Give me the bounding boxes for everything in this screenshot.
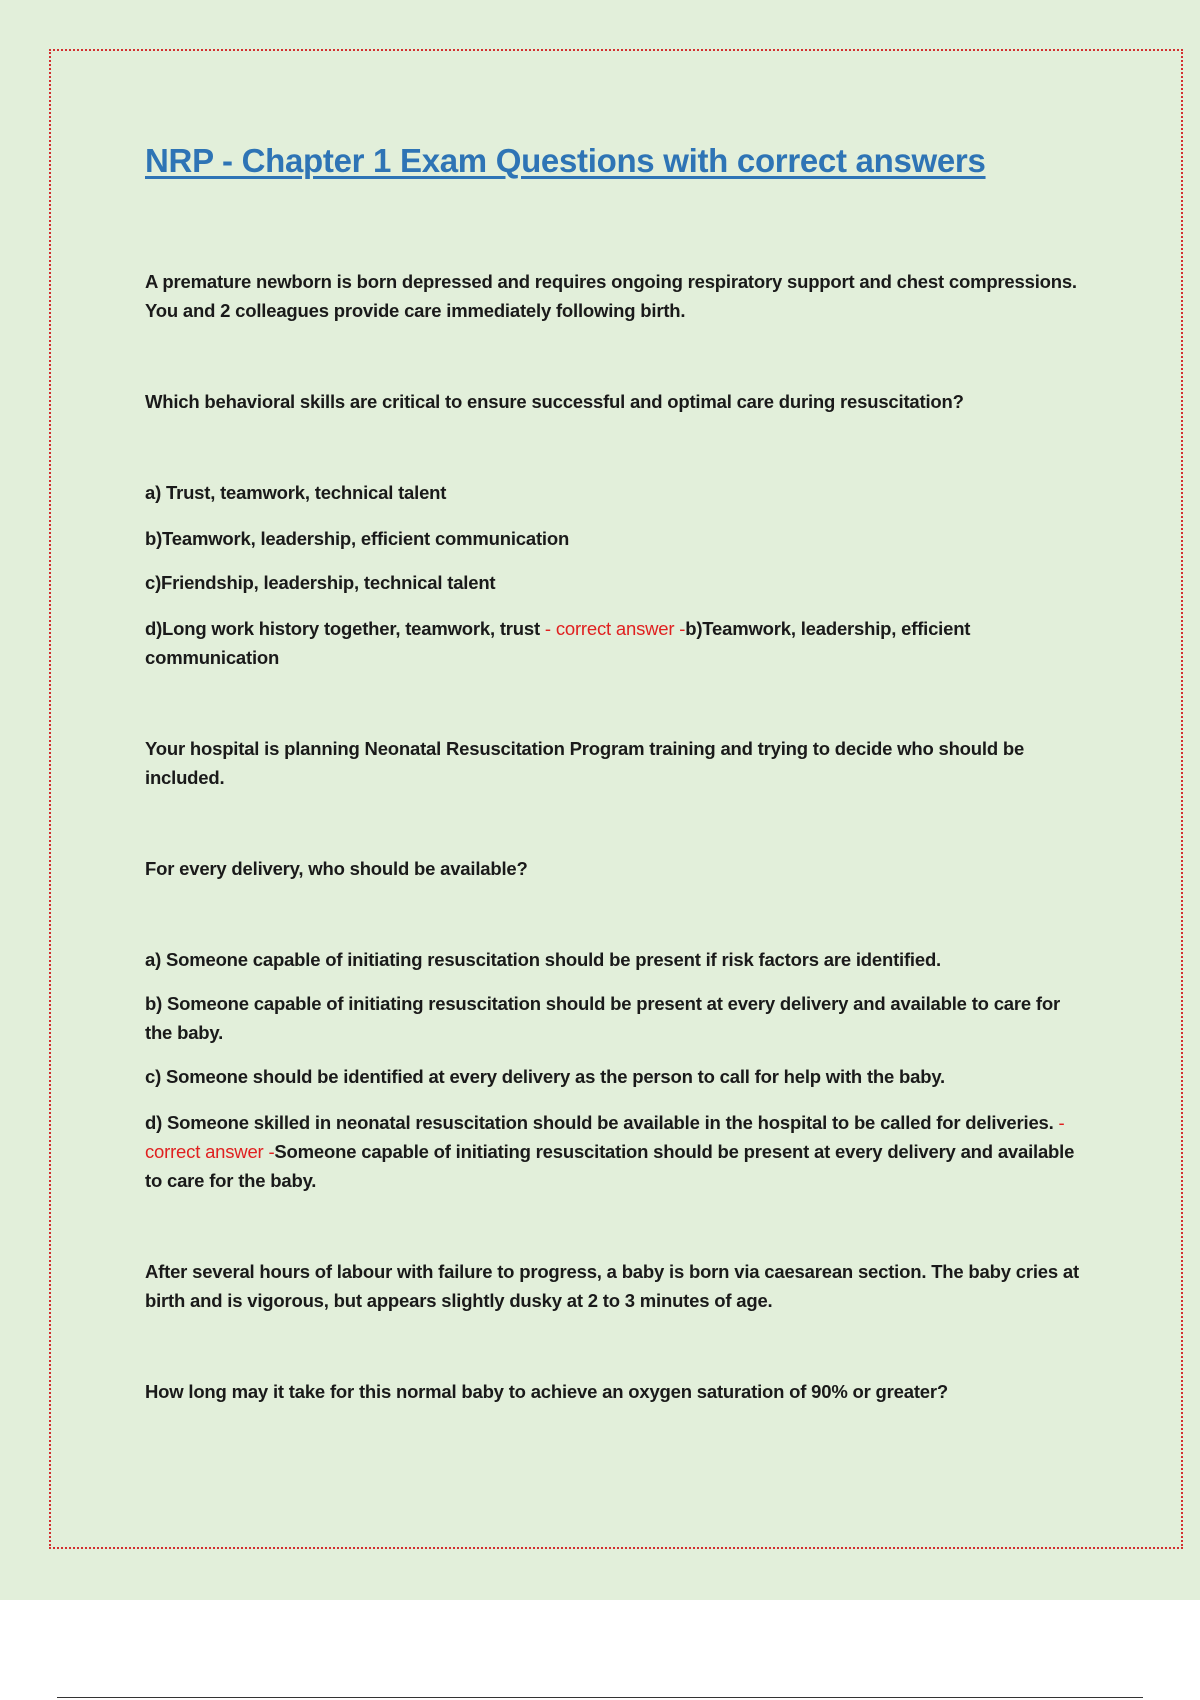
question-2-option-a: a) Someone capable of initiating resuscitation should be present if risk factors are identified. bbox=[145, 948, 942, 970]
question-1-option-c: c)Friendship, leadership, technical talent bbox=[145, 571, 496, 593]
question-1-option-d: d)Long work history together, teamwork, trust bbox=[145, 617, 540, 639]
question-1-option-d-with-answer bbox=[145, 614, 1085, 672]
footer-divider bbox=[57, 1697, 1143, 1698]
question-3-scenario: After several hours of labour with failure to progress, a baby is born via caesarean section. The baby cries at birth and is vigorous, but appears slightly dusky at 2 to 3 minutes of age. bbox=[145, 1260, 1079, 1311]
question-2-option-b: b) Someone capable of initiating resuscitation should be present at every delivery and available to care for the baby. bbox=[145, 992, 1060, 1043]
question-2-answer: Someone capable of initiating resuscitation should be present at every delivery and available to care for the baby. bbox=[145, 1140, 1075, 1191]
question-2-prompt: For every delivery, who should be available? bbox=[145, 857, 528, 879]
question-2-option-c: c) Someone should be identified at every delivery as the person to call for help with the baby. bbox=[145, 1065, 945, 1087]
question-3-prompt: How long may it take for this normal baby to achieve an oxygen saturation of 90% or greater? bbox=[145, 1380, 948, 1402]
question-2-option-d-with-answer bbox=[145, 1108, 1085, 1195]
question-1-option-a: a) Trust, teamwork, technical talent bbox=[145, 481, 447, 503]
question-2-option-d: d) Someone skilled in neonatal resuscitation should be available in the hospital to be called for deliveries. bbox=[145, 1111, 1054, 1133]
question-1-prompt: Which behavioral skills are critical to ensure successful and optimal care during resuscitation? bbox=[145, 390, 964, 412]
question-1-answer: b)Teamwork, leadership, efficient communication bbox=[145, 617, 971, 668]
correct-answer-marker: - correct answer - bbox=[145, 1111, 1065, 1162]
correct-answer-marker: - correct answer - bbox=[544, 617, 686, 639]
question-1-scenario: A premature newborn is born depressed and requires ongoing respiratory support and chest compressions. You and 2 colleagues provide care immediately following birth. bbox=[145, 270, 1077, 321]
question-1-option-b: b)Teamwork, leadership, efficient communication bbox=[145, 527, 570, 549]
document-title: NRP - Chapter 1 Exam Questions with correct answers bbox=[145, 142, 986, 179]
document-body bbox=[145, 140, 1085, 1406]
question-2-scenario: Your hospital is planning Neonatal Resuscitation Program training and trying to decide who should be included. bbox=[145, 737, 1025, 788]
